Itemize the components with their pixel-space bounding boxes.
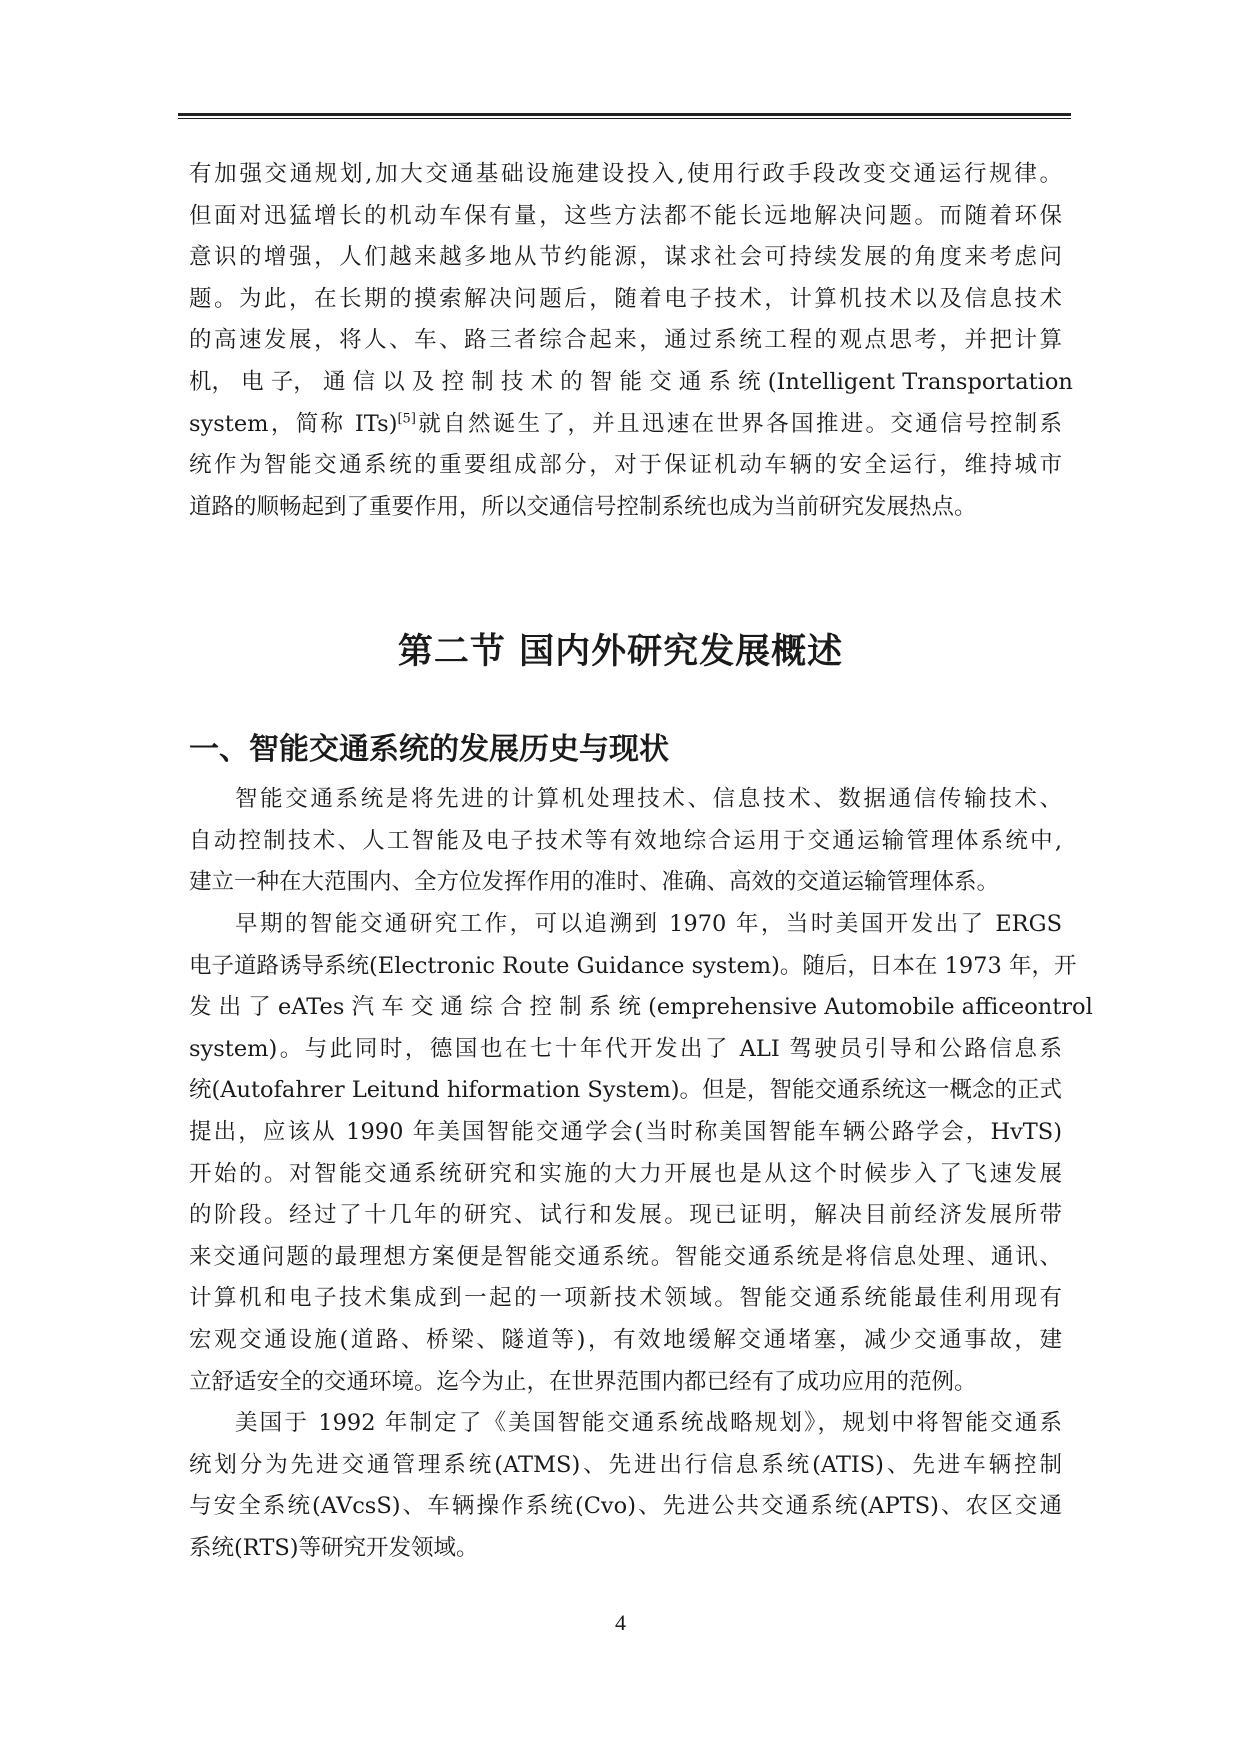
text-line: 道路的顺畅起到了重要作用，所以交通信号控制系统也成为当前研究发展热点。 (189, 493, 977, 520)
page-number: 4 (615, 1610, 626, 1635)
paragraph-its-definition (189, 779, 1062, 904)
text-line: 统(Autofahrer Leitund hiformation System)。但是，智能交通系统这一概念的正式 (189, 1077, 1062, 1104)
text-line: 机， 电 子， 通 信 以 及 控 制 技 术 的 智 能 交 通 系 统 (Intelligent Transportation (189, 368, 1073, 395)
text-line: system)。与此同时，德国也在七十年代开发出了 ALI 驾驶员引导和公路信息系 (189, 1035, 1062, 1062)
text-line: 来交通问题的最理想方案便是智能交通系统。智能交通系统是将信息处理、通讯、 (189, 1243, 1062, 1270)
text-line: 统划分为先进交通管理系统(ATMS)、先进出行信息系统(ATIS)、先进车辆控制 (189, 1451, 1062, 1478)
section-title: 第二节 国内外研究发展概述 (397, 632, 844, 672)
text-line: 早期的智能交通研究工作，可以追溯到 1970 年，当时美国开发出了 ERGS (235, 911, 1062, 937)
citation-marker: [5] (397, 411, 416, 427)
paragraph-its-history (189, 904, 1093, 1403)
text-line: 开始的。对智能交通系统研究和实施的大力开展也是从这个时候步入了飞速发展 (189, 1160, 1062, 1187)
text-line: 题。为此，在长期的摸索解决问题后，随着电子技术，计算机技术以及信息技术 (189, 285, 1062, 312)
text-line: 有加强交通规划,加大交通基础设施建设投入,使用行政手段改变交通运行规律。 (189, 161, 1062, 187)
text-line: 统作为智能交通系统的重要组成部分，对于保证机动车辆的安全运行，维持城市 (189, 452, 1062, 479)
text-line: 发 出 了 eATes 汽 车 交 通 综 合 控 制 系 统 (emprehensive Automobile afficeontrol (189, 994, 1093, 1021)
text-line: 的高速发展，将人、车、路三者综合起来，通过系统工程的观点思考，并把计算 (189, 327, 1062, 354)
text-line: 电子道路诱导系统(Electronic Route Guidance system)。随后，日本在 1973 年，开 (189, 952, 1077, 979)
intro-paragraph (189, 154, 1073, 528)
text-line: 计算机和电子技术集成到一起的一项新技术领域。智能交通系统能最佳利用现有 (189, 1285, 1062, 1312)
paragraph-us-strategy (189, 1403, 1062, 1569)
text-line: 的阶段。经过了十几年的研究、试行和发展。现已证明，解决目前经济发展所带 (189, 1202, 1062, 1229)
text-line: 自动控制技术、人工智能及电子技术等有效地综合运用于交通运输管理体系统中, (189, 827, 1062, 854)
text-line: 与安全系统(AVcsS)、车辆操作系统(Cvo)、先进公共交通系统(APTS)、农区交通 (189, 1493, 1062, 1520)
text-line: 立舒适安全的交通环境。迄今为止，在世界范围内都已经有了成功应用的范例。 (189, 1368, 977, 1395)
header-rule (178, 113, 1071, 119)
text-line: 提出，应该从 1990 年美国智能交通学会(当时称美国智能车辆公路学会，HvTS) (189, 1118, 1062, 1145)
text-line: 但面对迅猛增长的机动车保有量，这些方法都不能长远地解决问题。而随着环保 (189, 202, 1062, 229)
text-line: 宏观交通设施(道路、桥梁、隧道等)，有效地缓解交通堵塞，减少交通事故，建 (189, 1326, 1062, 1353)
text-line: 建立一种在大范围内、全方位发挥作用的准时、准确、高效的交道运输管理体系。 (189, 869, 1000, 896)
text-line-with-citation: system，简称 ITs)[5]就自然诞生了，并且迅速在世界各国推进。交通信号控制系 (189, 410, 1062, 437)
subsection-title: 一、智能交通系统的发展历史与现状 (189, 732, 669, 767)
text-line: 智能交通系统是将先进的计算机处理技术、信息技术、数据通信传输技术、 (235, 786, 1062, 812)
text-line: 意识的增强，人们越来越多地从节约能源，谋求社会可持续发展的角度来考虑问 (189, 244, 1062, 271)
text-line: 美国于 1992 年制定了《美国智能交通系统战略规划》，规划中将智能交通系 (235, 1410, 1062, 1436)
text-line: 系统(RTS)等研究开发领域。 (189, 1534, 479, 1561)
